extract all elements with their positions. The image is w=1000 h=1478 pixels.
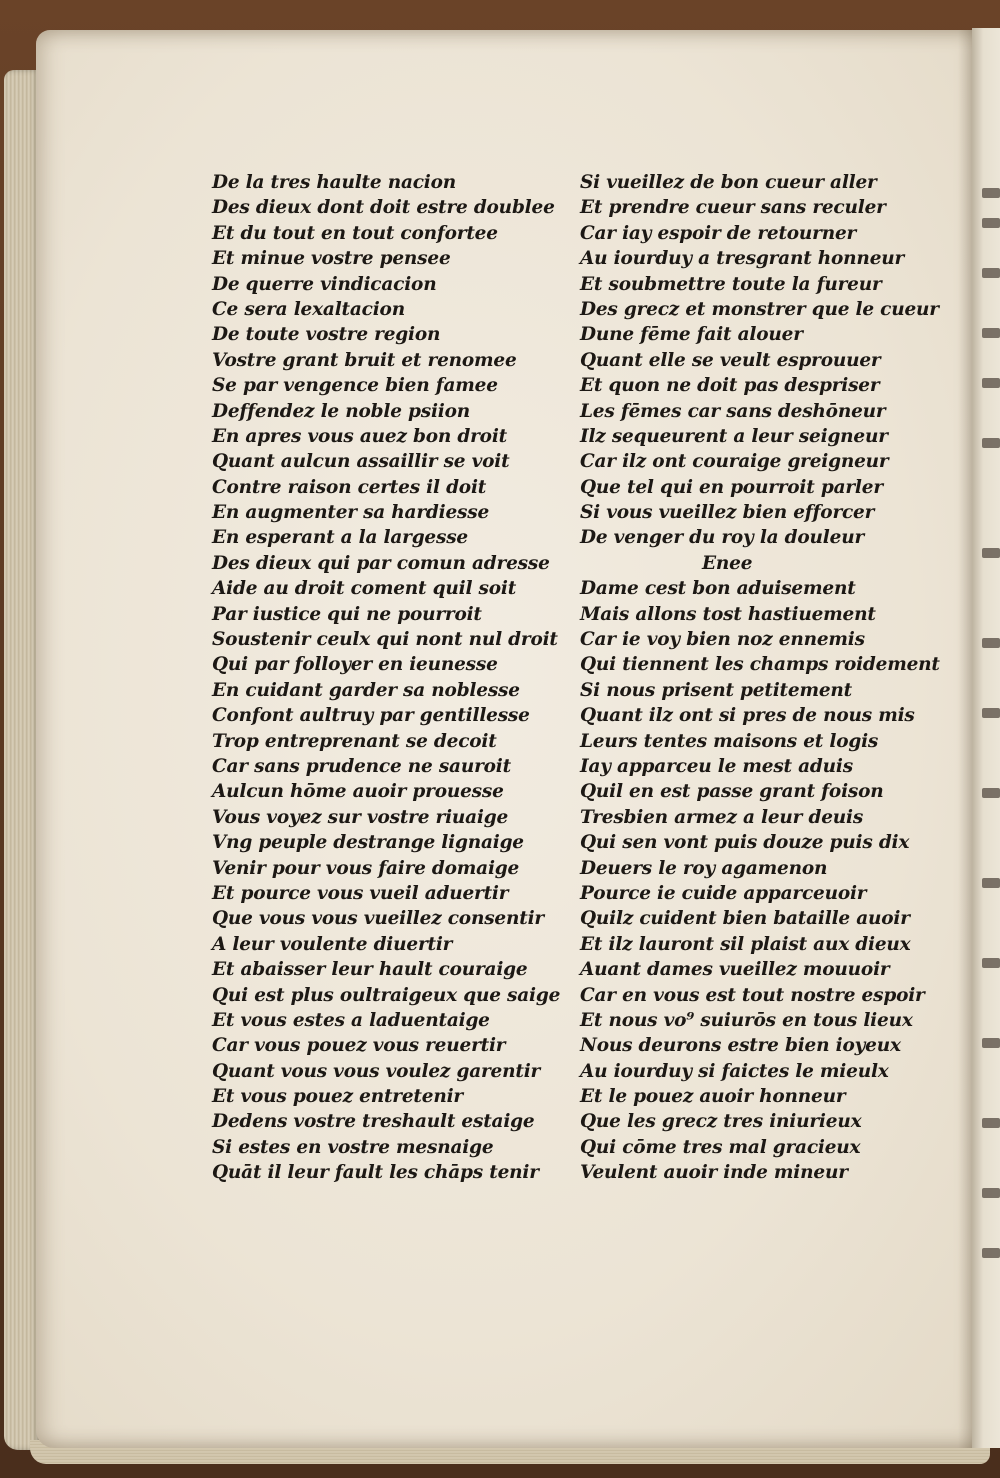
verse-line: Si vueillez de bon cueur aller	[580, 172, 877, 193]
verse-line: En augmenter sa hardiesse	[212, 502, 490, 524]
verse-line: Au iourduy a tresgrant honneur	[580, 248, 905, 270]
verse-line: Que vous vous vueillez consentir	[212, 908, 544, 930]
facing-page-fragment	[982, 438, 1000, 448]
verse-line: Et quon ne doit pas despriser	[580, 375, 880, 397]
verse-line: Dune fēme fait alouer	[580, 324, 803, 346]
verse-line: Que tel qui en pourroit parler	[580, 476, 883, 498]
facing-page-fragment	[982, 878, 1000, 888]
facing-page-strip	[972, 28, 1000, 1448]
facing-page-fragment	[982, 188, 1000, 198]
verse-line: En apres vous auez bon droit	[212, 425, 507, 447]
verse-line: Et abaisser leur hault couraige	[212, 959, 528, 981]
verse-line: Et vous estes a laduentaige	[212, 1009, 490, 1031]
verse-line: Et du tout en tout confortee	[212, 222, 498, 244]
facing-page-fragment	[982, 548, 1000, 558]
verse-line: Des dieux qui par comun adresse	[212, 552, 550, 574]
verse-line: Qui est plus oultraigeux que saige	[212, 984, 561, 1006]
verse-line: Aide au droit coment quil soit	[212, 578, 517, 600]
verse-line: Car sans prudence ne sauroit	[212, 755, 511, 777]
verse-line: Quilz cuident bien bataille auoir	[580, 908, 910, 930]
verse-line: Et vous pouez entretenir	[212, 1086, 463, 1108]
facing-page-fragment	[982, 268, 1000, 278]
verse-line: Vostre grant bruit et renomee	[212, 349, 517, 371]
verse-line: Soustenir ceulx qui nont nul droit	[212, 629, 558, 651]
verse-line: Des grecz et monstrer que le cueur	[580, 298, 939, 320]
verse-line: Ilz sequeurent a leur seigneur	[580, 425, 888, 447]
verse-line: Confont aultruy par gentillesse	[212, 705, 530, 727]
verse-line: Pource ie cuide apparceuoir	[580, 882, 867, 904]
verse-line: Veulent auoir inde mineur	[580, 1162, 848, 1184]
verse-line: Deffendez le noble psiion	[212, 400, 471, 422]
verse-line: Vng peuple destrange lignaige	[212, 832, 524, 854]
facing-page-fragment	[982, 1038, 1000, 1048]
verse-line: Iay apparceu le mest aduis	[580, 755, 853, 777]
verse-line: Si nous prisent petitement	[580, 679, 852, 701]
facing-page-fragment	[982, 788, 1000, 798]
verse-line: Ce sera lexaltacion	[212, 298, 405, 320]
verse-line: Et nous vo⁹ suiurōs en tous lieux	[580, 1009, 913, 1031]
verse-line: Trop entreprenant se decoit	[212, 730, 497, 752]
left-text-column	[212, 170, 560, 1186]
verse-line: En esperant a la largesse	[212, 527, 469, 549]
verse-line: Car en vous est tout nostre espoir	[580, 984, 925, 1006]
verse-line: Quāt il leur fault les chāps tenir	[212, 1162, 539, 1184]
verse-line: Et prendre cueur sans reculer	[580, 197, 886, 219]
verse-line: De toute vostre region	[212, 324, 441, 346]
verse-line: Qui par folloyer en ieunesse	[212, 654, 498, 676]
verse-line: Quant ilz ont si pres de nous mis	[580, 705, 915, 727]
verse-line: Venir pour vous faire domaige	[212, 857, 520, 879]
stacked-page-edges	[4, 70, 40, 1450]
verse-line: Car ilz ont couraige greigneur	[580, 451, 889, 473]
verse-line: Car vous pouez vous reuertir	[212, 1035, 506, 1057]
verse-line: Leurs tentes maisons et logis	[580, 730, 879, 752]
facing-page-fragment	[982, 1248, 1000, 1258]
facing-page-fragment	[982, 1188, 1000, 1198]
facing-page-fragment	[982, 218, 1000, 228]
verse-line: Vous voyez sur vostre riuaige	[212, 806, 509, 828]
verse-line: Tresbien armez a leur deuis	[580, 806, 864, 828]
verse-line: Dedens vostre treshault estaige	[212, 1111, 535, 1133]
verse-line: Se par vengence bien famee	[212, 375, 498, 397]
verse-line: Quant elle se veult esprouuer	[580, 349, 881, 371]
verse-line: Quil en est passe grant foison	[580, 781, 884, 803]
verse-line: Et pource vous vueil aduertir	[212, 882, 509, 904]
verse-line: Si vous vueillez bien efforcer	[580, 502, 875, 524]
verse-line: Des dieux dont doit estre doublee	[212, 197, 555, 219]
verse-line: Les fēmes car sans deshōneur	[580, 400, 886, 422]
verse-line: De la tres haulte nacion	[212, 172, 457, 193]
verse-line: De querre vindicacion	[212, 273, 437, 295]
verse-line: Car ie voy bien noz ennemis	[580, 629, 865, 651]
verse-line: Quant aulcun assaillir se voit	[212, 451, 510, 473]
verse-line: Aulcun hōme auoir prouesse	[212, 781, 504, 803]
verse-line: Par iustice qui ne pourroit	[212, 603, 482, 625]
verse-line: Et soubmettre toute la fureur	[580, 273, 882, 295]
facing-page-fragment	[982, 378, 1000, 388]
facing-page-fragment	[982, 328, 1000, 338]
facing-page-fragment	[982, 1118, 1000, 1128]
verse-line: Si estes en vostre mesnaige	[212, 1136, 494, 1158]
verse-line: Et le pouez auoir honneur	[580, 1086, 846, 1108]
verse-line: Deuers le roy agamenon	[580, 857, 828, 879]
speaker-heading: Enee	[702, 552, 753, 574]
verse-line: Quant vous vous voulez garentir	[212, 1060, 541, 1082]
verse-line: Auant dames vueillez mouuoir	[580, 959, 890, 981]
verse-line: Qui tiennent les champs roidement	[580, 654, 940, 676]
facing-page-fragment	[982, 638, 1000, 648]
verse-line: Dame cest bon aduisement	[580, 578, 856, 600]
verse-line: Mais allons tost hastiuement	[580, 603, 876, 625]
verse-line: Que les grecz tres iniurieux	[580, 1111, 862, 1133]
facing-page-fragment	[982, 708, 1000, 718]
right-text-column	[580, 170, 940, 1186]
verse-line: Qui sen vont puis douze puis dix	[580, 832, 910, 854]
verse-line: Car iay espoir de retourner	[580, 222, 857, 244]
verse-line: A leur voulente diuertir	[212, 933, 453, 955]
verse-line: Contre raison certes il doit	[212, 476, 487, 498]
verse-line: Au iourduy si faictes le mieulx	[580, 1060, 889, 1082]
verse-line: Nous deurons estre bien ioyeux	[580, 1035, 901, 1057]
verse-line: En cuidant garder sa noblesse	[212, 679, 520, 701]
facing-page-fragment	[982, 958, 1000, 968]
verse-line: Et ilz lauront sil plaist aux dieux	[580, 933, 911, 955]
verse-line: Et minue vostre pensee	[212, 248, 451, 270]
verse-line: Qui cōme tres mal gracieux	[580, 1136, 861, 1158]
verse-line: De venger du roy la douleur	[580, 527, 864, 549]
